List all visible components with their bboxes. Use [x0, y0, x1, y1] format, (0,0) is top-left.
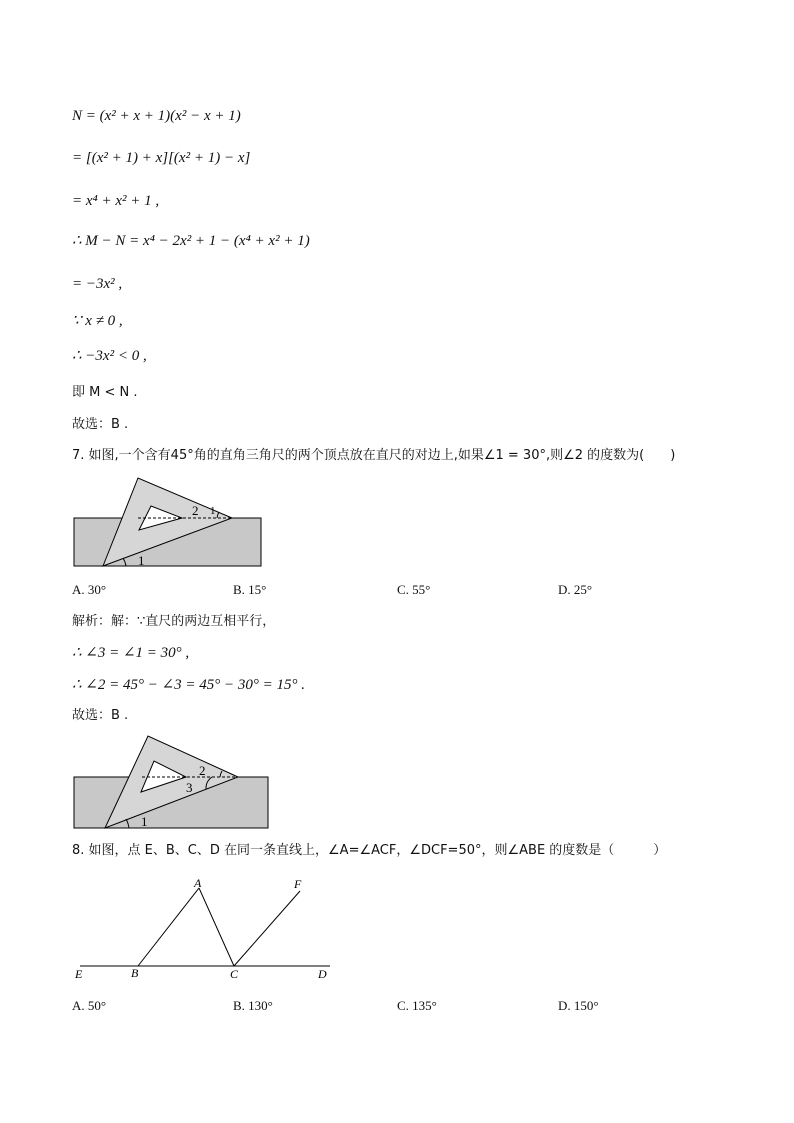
figure-ruler-triangle-2	[72, 733, 282, 833]
q8-option-c: C. 135°	[397, 998, 437, 1013]
q8-option-d: D. 150°	[558, 998, 599, 1013]
point-label-E: E	[75, 967, 83, 981]
solution-line-7: ∴ −3x² < 0 ,	[72, 348, 147, 364]
solution-line-8: 即 M < N .	[72, 385, 138, 400]
segment-BA	[138, 888, 199, 966]
solution-line-5: = −3x² ,	[72, 276, 123, 292]
angle-label-1: 1	[138, 553, 145, 568]
solution-line-6: ∵ x ≠ 0 ,	[72, 313, 123, 329]
point-label-A: A	[194, 876, 202, 890]
question-8-text: 8. 如图，点 E、B、C、D 在同一条直线上，∠A=∠ACF，∠DCF=50°，则∠ABE 的度数是（ ）	[72, 843, 667, 858]
solution-line-3: = x⁴ + x² + 1 ,	[72, 193, 160, 209]
solution-answer: 故选：B .	[72, 417, 129, 432]
solution-line-2: = [(x² + 1) + x][(x² + 1) − x]	[72, 150, 251, 166]
angle-label-2: 2	[192, 503, 199, 518]
analysis-answer: 故选：B .	[72, 708, 129, 723]
solution-line-4: ∴ M − N = x⁴ − 2x² + 1 − (x⁴ + x² + 1)	[72, 233, 310, 249]
angle-label-3: 3	[186, 780, 193, 795]
q8-option-a: A. 50°	[72, 998, 107, 1013]
figure-ruler-triangle-1	[72, 474, 272, 574]
angle-label-1: 1	[141, 814, 148, 829]
point-label-B: B	[131, 966, 139, 980]
q7-option-a: A. 30°	[72, 582, 107, 597]
q7-option-d: D. 25°	[558, 582, 593, 597]
question-7-text: 7. 如图,一个含有45°角的直角三角尺的两个顶点放在直尺的对边上,如果∠1 = 30°,则∠2 的度数为( )	[72, 448, 676, 463]
angle-label-small-1: 1	[210, 505, 216, 517]
solution-line-1: N = (x² + x + 1)(x² − x + 1)	[72, 108, 241, 124]
point-label-C: C	[230, 967, 239, 981]
q7-option-c: C. 55°	[397, 582, 431, 597]
figure-points-lines	[72, 872, 342, 982]
point-label-F: F	[294, 877, 302, 891]
angle-label-2: 2	[199, 763, 206, 778]
analysis-line-2: ∴ ∠3 = ∠1 = 30° ,	[72, 645, 190, 661]
point-label-D: D	[318, 967, 327, 981]
q7-option-b: B. 15°	[233, 582, 267, 597]
segment-AC	[199, 888, 234, 966]
q8-option-b: B. 130°	[233, 998, 273, 1013]
analysis-line-3: ∴ ∠2 = 45° − ∠3 = 45° − 30° = 15° .	[72, 677, 306, 693]
analysis-line-1: 解析：解：∵直尺的两边互相平行，	[72, 614, 276, 629]
segment-CF	[234, 891, 300, 966]
